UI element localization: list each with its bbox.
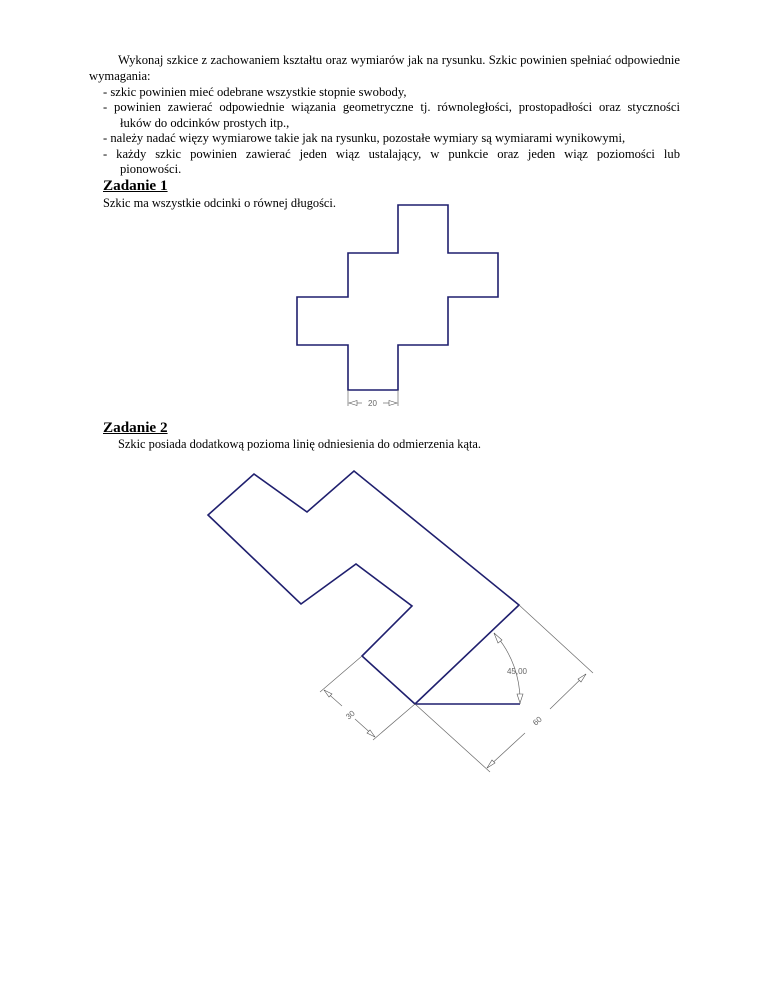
dimension-30 [320,656,415,740]
cross-sketch [297,205,498,408]
dimension-angle-45 [494,633,528,704]
requirement-2-cont: łuków do odcinków prostych itp., [120,116,290,130]
task2-heading: Zadanie 2 [103,419,168,436]
dimension-20 [348,390,398,408]
requirement-2: - powinien zawierać odpowiednie wiązania geometryczne tj. równoległości, prostopadłości oraz styczności [103,100,680,114]
angle-label: 45,00 [506,667,528,676]
task1-description: Szkic ma wszystkie odcinki o równej długości. [103,196,336,210]
arrow-left [349,401,357,406]
arrow-right [389,401,397,406]
task2-description: Szkic posiada dodatkową pozioma linię odniesienia do odmierzenia kąta. [118,437,482,451]
task1-heading: Zadanie 1 [103,177,168,194]
dim30-label: 30 [344,708,357,722]
cross-outline [297,205,498,390]
requirement-3: - należy nadać więzy wymiarowe takie jak na rysunku, pozostałe wymiary są wymiarami wynikowymi, [103,131,626,145]
dim60-label: 60 [531,714,544,728]
requirement-4-cont: pionowości. [120,162,182,176]
dimension-20-label: 20 [368,399,377,408]
intro-text: Wykonaj szkice z zachowaniem kształtu oraz wymiarów jak na rysunku. Szkic powinien spełniać odpowiednie wymagania: [89,53,680,83]
requirement-1: - szkic powinien mieć odebrane wszystkie stopnie swobody, [103,85,407,99]
dim60-arrow-bottom [487,760,495,768]
requirement-4: - każdy szkic powinien zawierać jeden wiąz ustalający, w punkcie oraz jeden wiąz poziomości lub [103,147,680,161]
dimension-60 [415,605,593,772]
angle-arrow-bottom [517,694,523,703]
rotated-outline [208,471,519,704]
rotated-sketch [208,471,520,704]
